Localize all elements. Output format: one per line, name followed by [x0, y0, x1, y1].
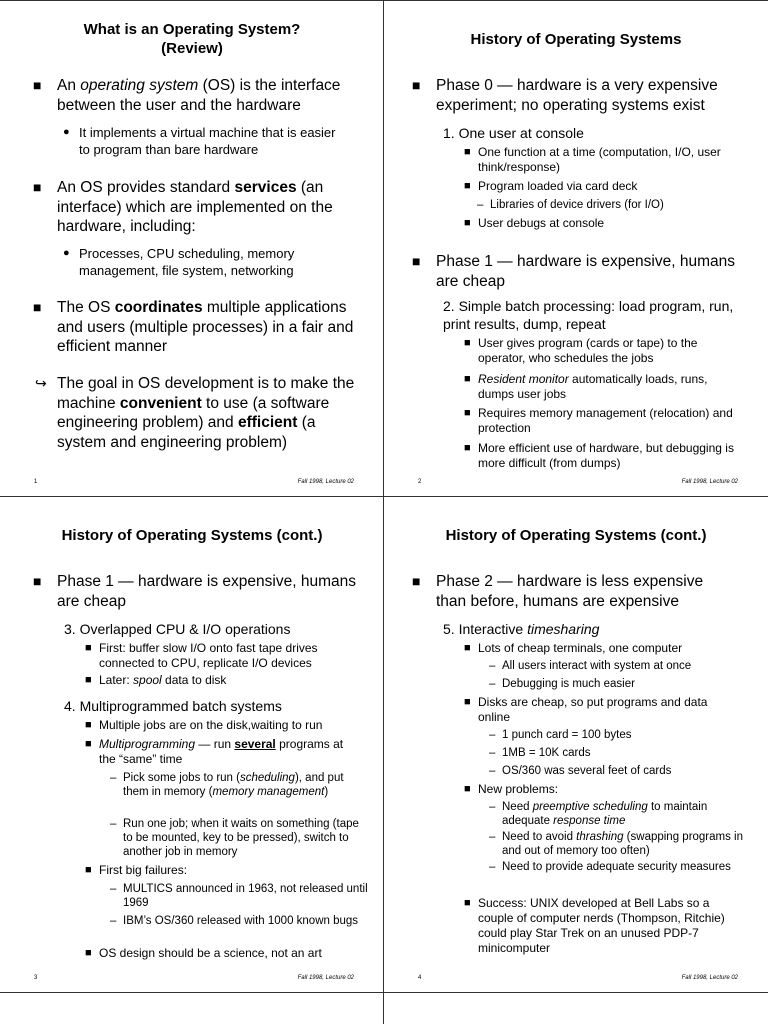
sub-bullet-item: [85, 718, 361, 733]
numbered-item: [443, 124, 743, 142]
sub-bullet-item: [464, 695, 740, 725]
slide-number: 2: [418, 479, 422, 485]
item-text: 1 punch card = 100 bytes: [502, 729, 632, 741]
item-text: All users interact with system at once: [502, 660, 692, 672]
slide-number: 1: [34, 479, 38, 485]
sub-bullet-item: [85, 641, 361, 671]
item-text: Multiprogrammed batch systems: [79, 698, 282, 714]
small-square-bullet-icon: ■: [85, 947, 92, 959]
sub-bullet-item: [85, 863, 361, 878]
bullet-item: [33, 298, 357, 357]
item-text: Run one job; when it waits on something (tape to be mounted, key to be pressed), switch to another job in memory: [123, 818, 359, 858]
dash-bullet-icon: –: [489, 729, 496, 741]
round-bullet-icon: ●: [63, 247, 70, 259]
dash-item: [110, 771, 368, 799]
item-text: New problems:: [478, 782, 559, 796]
item-text: IBM’s OS/360 released with 1000 known bugs: [123, 915, 359, 927]
dash-bullet-icon: –: [489, 765, 496, 777]
square-bullet-icon: ■: [412, 253, 421, 269]
square-bullet-icon: ■: [33, 77, 42, 93]
small-square-bullet-icon: ■: [464, 783, 471, 795]
sub-bullet-item: [464, 406, 740, 436]
goal-item: [35, 374, 357, 452]
small-square-bullet-icon: ■: [464, 217, 471, 229]
sub-bullet-item: [464, 782, 740, 797]
item-text: MULTICS announced in 1963, not released until 1969: [123, 883, 368, 909]
small-square-bullet-icon: ■: [85, 642, 92, 654]
item-text: OS design should be a science, not an art: [99, 946, 322, 960]
small-square-bullet-icon: ■: [464, 146, 471, 158]
item-text: Disks are cheap, so put programs and data online: [478, 695, 708, 724]
sub-bullet-item: [85, 946, 361, 961]
slide-6-partial: [384, 992, 768, 1024]
slide-2: [384, 0, 768, 496]
bullet-item: [33, 76, 362, 115]
item-text: One user at console: [458, 125, 584, 141]
sub-bullet-item: [464, 896, 740, 956]
item-text: Need to avoid thrashing (swapping programs in and out of memory too often): [502, 831, 744, 857]
item-text: Overlapped CPU & I/O operations: [79, 621, 291, 637]
square-bullet-icon: ■: [412, 573, 421, 589]
dash-bullet-icon: –: [489, 660, 496, 672]
dash-item: [489, 677, 747, 691]
course-footer: Fall 1998, Lecture 02: [681, 479, 738, 485]
dash-bullet-icon: –: [110, 818, 117, 830]
numbered-item: [443, 297, 743, 333]
item-text: Need preemptive scheduling to maintain adequate response time: [502, 801, 708, 827]
sub-bullet-item: [63, 124, 341, 158]
slide-4: [384, 496, 768, 992]
sub-bullet-item: [464, 336, 740, 366]
dash-bullet-icon: –: [110, 883, 117, 895]
item-text: More efficient use of hardware, but debugging is more difficult (from dumps): [478, 441, 734, 470]
dash-bullet-icon: –: [489, 678, 496, 690]
item-text: OS/360 was several feet of cards: [502, 765, 672, 777]
item-text: User debugs at console: [478, 216, 605, 230]
item-text: Phase 0 — hardware is a very expensive experiment; no operating systems exist: [436, 77, 718, 114]
small-square-bullet-icon: ■: [464, 696, 471, 708]
dash-item: [489, 659, 747, 673]
item-text: Pick some jobs to run (scheduling), and put them in memory (memory management): [123, 772, 344, 798]
item-text: Phase 2 — hardware is less expensive than before, humans are expensive: [436, 573, 704, 610]
item-text: Resident monitor automatically loads, runs, dumps user jobs: [478, 372, 708, 401]
dash-bullet-icon: –: [489, 801, 496, 813]
dash-bullet-icon: –: [110, 772, 117, 784]
course-footer: Fall 1998, Lecture 02: [297, 975, 354, 981]
small-square-bullet-icon: ■: [464, 442, 471, 454]
small-square-bullet-icon: ■: [464, 180, 471, 192]
square-bullet-icon: ■: [412, 77, 421, 93]
bullet-item: [33, 178, 357, 237]
slide-title: What is an Operating System? (Review): [83, 21, 301, 57]
bullet-item: [412, 252, 736, 291]
sub-bullet-item: [464, 179, 740, 194]
slide-1: [0, 0, 384, 496]
dash-item: [489, 746, 747, 760]
dash-bullet-icon: –: [477, 199, 484, 211]
item-text: It implements a virtual machine that is easier to program than bare hardware: [79, 125, 336, 157]
square-bullet-icon: ■: [33, 299, 42, 315]
dash-item: [489, 830, 747, 858]
dash-item: [110, 882, 368, 910]
slide-number: 3: [34, 975, 38, 981]
sub-bullet-item: [464, 372, 740, 402]
course-footer: Fall 1998, Lecture 02: [297, 479, 354, 485]
item-text: Libraries of device drivers (for I/O): [490, 199, 664, 211]
item-text: One function at a time (computation, I/O, user think/response): [478, 145, 721, 174]
slide-title: History of Operating Systems: [470, 31, 682, 48]
dash-bullet-icon: –: [489, 747, 496, 759]
dash-item: [477, 198, 740, 212]
item-text: The OS coordinates multiple applications and users (multiple processes) in a fair and efficient manner: [57, 299, 354, 355]
bullet-item: [412, 76, 736, 115]
item-text: Processes, CPU scheduling, memory management, file system, networking: [79, 246, 295, 278]
item-text: Need to provide adequate security measures: [502, 861, 731, 873]
slide-title: History of Operating Systems (cont.): [445, 527, 707, 544]
arrow-bullet-icon: ↪: [35, 375, 47, 391]
small-square-bullet-icon: ■: [464, 897, 471, 909]
numbered-item: [443, 620, 743, 638]
item-text: An OS provides standard services (an interface) which are implemented on the hardware, including:: [57, 179, 333, 235]
small-square-bullet-icon: ■: [464, 642, 471, 654]
dash-item: [110, 817, 368, 859]
sub-bullet-item: [464, 216, 740, 231]
item-text: First: buffer slow I/O onto fast tape drives connected to CPU, replicate I/O devices: [99, 641, 318, 670]
item-text: Multiprogramming — run several programs at the “same” time: [99, 737, 344, 766]
item-number: 5.: [443, 621, 459, 637]
sub-bullet-item: [85, 673, 361, 688]
sub-bullet-item: [464, 641, 740, 656]
item-text: Phase 1 — hardware is expensive, humans are cheap: [57, 573, 356, 610]
small-square-bullet-icon: ■: [464, 337, 471, 349]
sub-bullet-item: [85, 737, 361, 767]
item-number: 4.: [64, 698, 80, 714]
item-text: Lots of cheap terminals, one computer: [478, 641, 683, 655]
sub-bullet-item: [63, 245, 341, 279]
dash-item: [489, 728, 747, 742]
slide-3: [0, 496, 384, 992]
small-square-bullet-icon: ■: [464, 373, 471, 385]
item-text: Later: spool data to disk: [99, 673, 227, 687]
bullet-item: [33, 572, 357, 611]
dash-bullet-icon: –: [110, 915, 117, 927]
small-square-bullet-icon: ■: [464, 407, 471, 419]
bullet-item: [412, 572, 736, 611]
item-text: An operating system (OS) is the interface between the user and the hardware: [57, 77, 341, 114]
numbered-item: [64, 697, 364, 715]
item-text: Phase 1 — hardware is expensive, humans are cheap: [436, 253, 735, 290]
item-text: Requires memory management (relocation) and protection: [478, 406, 733, 435]
item-number: 2.: [443, 298, 459, 314]
slide-5-partial: [0, 992, 384, 1024]
dash-bullet-icon: –: [489, 831, 496, 843]
small-square-bullet-icon: ■: [85, 674, 92, 686]
small-square-bullet-icon: ■: [85, 864, 92, 876]
small-square-bullet-icon: ■: [85, 738, 92, 750]
item-number: 3.: [64, 621, 80, 637]
course-footer: Fall 1998, Lecture 02: [681, 975, 738, 981]
item-text: Program loaded via card deck: [478, 179, 638, 193]
dash-bullet-icon: –: [489, 861, 496, 873]
item-text: The goal in OS development is to make the machine convenient to use (a software engineering problem) and efficient (a system and engineering problem): [57, 375, 355, 451]
dash-item: [110, 914, 368, 928]
item-number: 1.: [443, 125, 459, 141]
dash-item: [489, 764, 747, 778]
slide-title: History of Operating Systems (cont.): [61, 527, 323, 544]
square-bullet-icon: ■: [33, 573, 42, 589]
item-text: 1MB = 10K cards: [502, 747, 591, 759]
item-text: Multiple jobs are on the disk,waiting to run: [99, 718, 323, 732]
item-text: Success: UNIX developed at Bell Labs so a couple of computer nerds (Thompson, Ritchie) could play Star Trek on an unused PDP-7 minicomputer: [478, 896, 725, 955]
dash-item: [489, 800, 747, 828]
dash-item: [489, 860, 747, 874]
sub-bullet-item: [464, 441, 740, 471]
item-text: First big failures:: [99, 863, 188, 877]
item-text: User gives program (cards or tape) to the operator, who schedules the jobs: [478, 336, 698, 365]
small-square-bullet-icon: ■: [85, 719, 92, 731]
item-text: Simple batch processing: load program, run, print results, dump, repeat: [443, 298, 734, 332]
square-bullet-icon: ■: [33, 179, 42, 195]
numbered-item: [64, 620, 364, 638]
sub-bullet-item: [464, 145, 740, 175]
item-text: Debugging is much easier: [502, 678, 635, 690]
slide-number: 4: [418, 975, 422, 981]
round-bullet-icon: ●: [63, 126, 70, 138]
item-text: Interactive timesharing: [458, 621, 600, 637]
